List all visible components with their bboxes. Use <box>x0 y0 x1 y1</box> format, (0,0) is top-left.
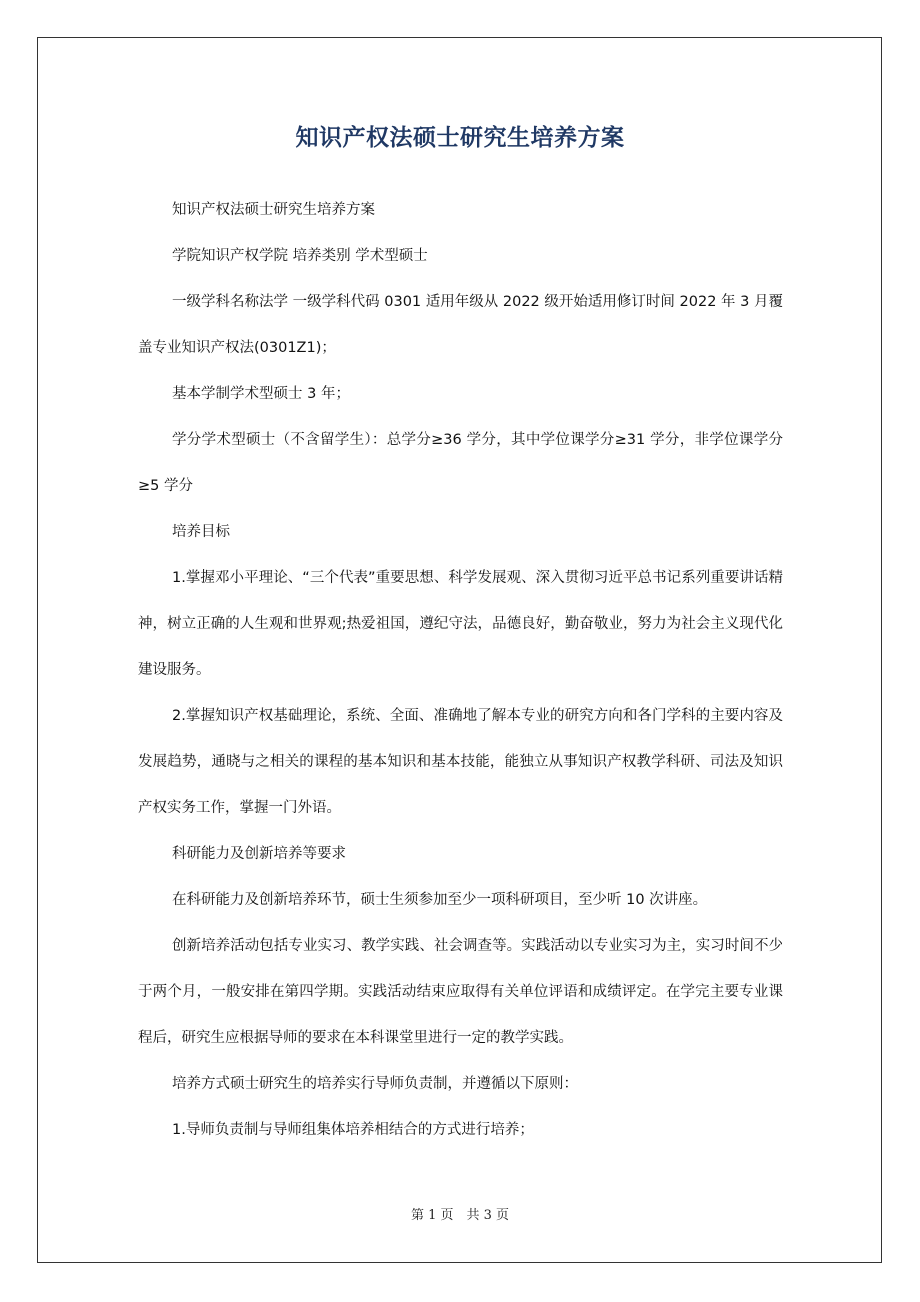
section-heading-research: 科研能力及创新培养等要求 <box>172 846 346 862</box>
section-heading-objectives: 培养目标 <box>172 524 230 540</box>
paragraph-training-principle-1: 1.导师负责制与导师组集体培养相结合的方式进行培养； <box>172 1122 534 1138</box>
document-title: 知识产权法硕士研究生培养方案 <box>295 125 625 151</box>
paragraph-duration: 基本学制学术型硕士 3 年； <box>172 386 350 402</box>
paragraph-objective-1: 1.掌握邓小平理论、“三个代表”重要思想、科学发展观、深入贯彻习近平总书记系列重要讲话精神，树立正确的人生观和世界观;热爱祖国，遵纪守法，品德良好，勤奋敬业，努力为社会主义现代化建设服务。 <box>138 570 783 678</box>
paragraph-heading: 知识产权法硕士研究生培养方案 <box>172 202 375 218</box>
page-number: 第 1 页 共 3 页 <box>410 1208 510 1223</box>
paragraph-college: 学院知识产权学院 培养类别 学术型硕士 <box>172 248 428 264</box>
paragraph-innovation: 创新培养活动包括专业实习、教学实践、社会调查等。实践活动以专业实习为主，实习时间不少于两个月，一般安排在第四学期。实践活动结束应取得有关单位评语和成绩评定。在学完主要专业课程后，研究生应根据导师的要求在本科课堂里进行一定的教学实践。 <box>138 938 783 1046</box>
document-body <box>138 187 783 1153</box>
paragraph-objective-2: 2.掌握知识产权基础理论，系统、全面、准确地了解本专业的研究方向和各门学科的主要内容及发展趋势，通晓与之相关的课程的基本知识和基本技能，能独立从事知识产权教学科研、司法及知识产权实务工作，掌握一门外语。 <box>138 708 783 816</box>
paragraph-research: 在科研能力及创新培养环节，硕士生须参加至少一项科研项目，至少听 10 次讲座。 <box>172 892 708 908</box>
paragraph-training-mode: 培养方式硕士研究生的培养实行导师负责制，并遵循以下原则： <box>172 1076 578 1092</box>
paragraph-credits: 学分学术型硕士（不含留学生）：总学分≥36 学分，其中学位课学分≥31 学分，非学位课学分≥5 学分 <box>138 432 783 494</box>
paragraph-discipline: 一级学科名称法学 一级学科代码 0301 适用年级从 2022 级开始适用修订时间 2022 年 3 月覆盖专业知识产权法(0301Z1)； <box>138 294 783 356</box>
